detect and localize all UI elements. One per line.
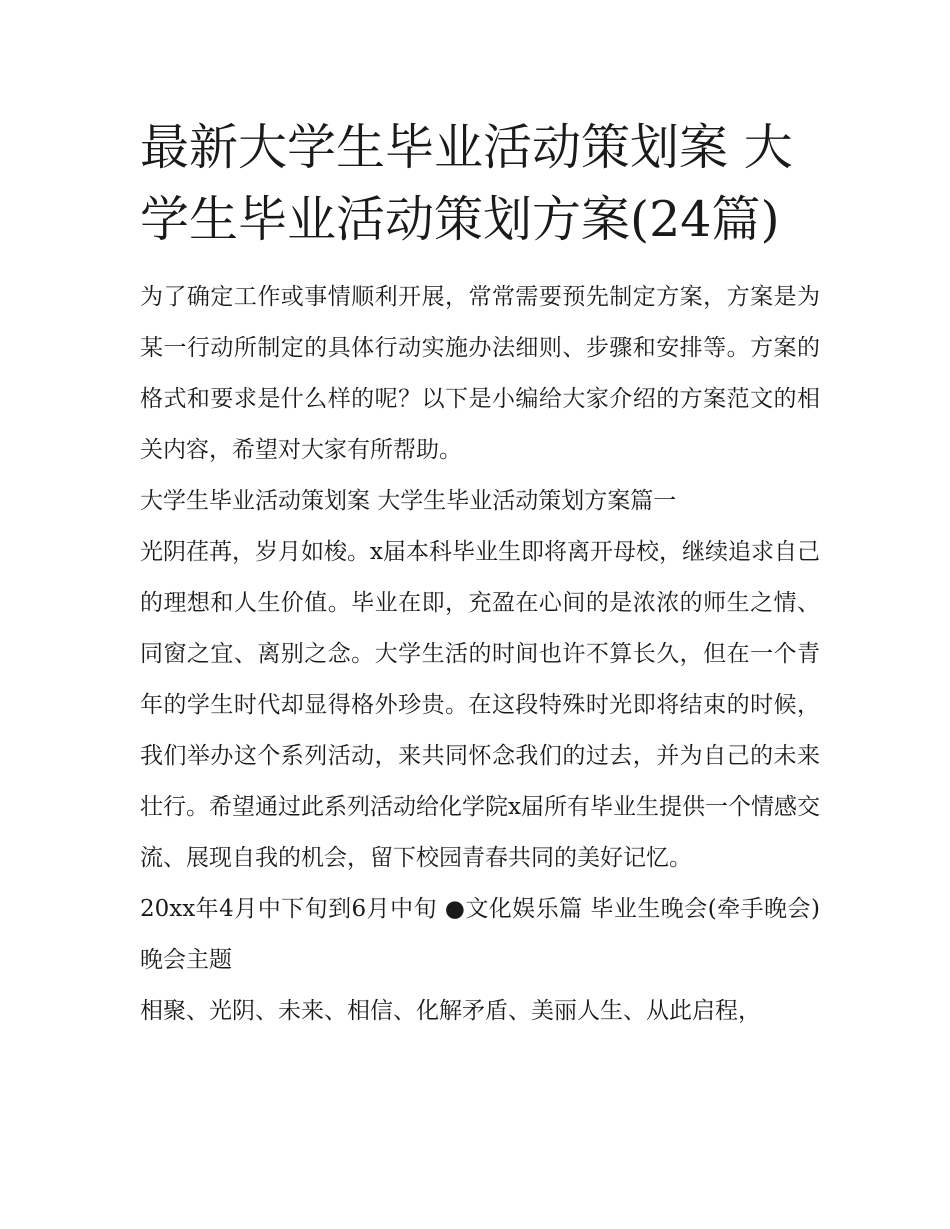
document-title: 最新大学生毕业活动策划案 大学生毕业活动策划方案(24篇) bbox=[140, 119, 793, 248]
document-page bbox=[140, 112, 820, 1037]
intro-paragraph: 为了确定工作或事情顺利开展，常常需要预先制定方案，方案是为某一行动所制定的具体行动实施办法细则、步骤和安排等。方案的格式和要求是什么样的呢？以下是小编给大家介绍的方案范文的相关内容，希望对大家有所帮助。 bbox=[140, 284, 820, 463]
section-heading: 大学生毕业活动策划案 大学生毕业活动策划方案篇一 bbox=[140, 488, 677, 514]
theme-paragraph: 相聚、光阴、未来、相信、化解矛盾、美丽人生、从此启程， bbox=[140, 998, 761, 1024]
schedule-paragraph: 20xx年4月中下旬到6月中旬 ●文化娱乐篇 毕业生晚会(牵手晚会)晚会主题 bbox=[140, 896, 820, 973]
body-paragraph: 光阴荏苒，岁月如梭。x届本科毕业生即将离开母校，继续追求自己的理想和人生价值。毕业在即，充盈在心间的是浓浓的师生之情、同窗之宜、离别之念。大学生活的时间也许不算长久，但在一个青年的学生时代却显得格外珍贵。在这段特殊时光即将结束的时候，我们举办这个系列活动，来共同怀念我们的过去，并为自己的未来壮行。希望通过此系列活动给化学院x届所有毕业生提供一个情感交流、展现自我的机会，留下校园青春共同的美好记忆。 bbox=[140, 539, 820, 871]
